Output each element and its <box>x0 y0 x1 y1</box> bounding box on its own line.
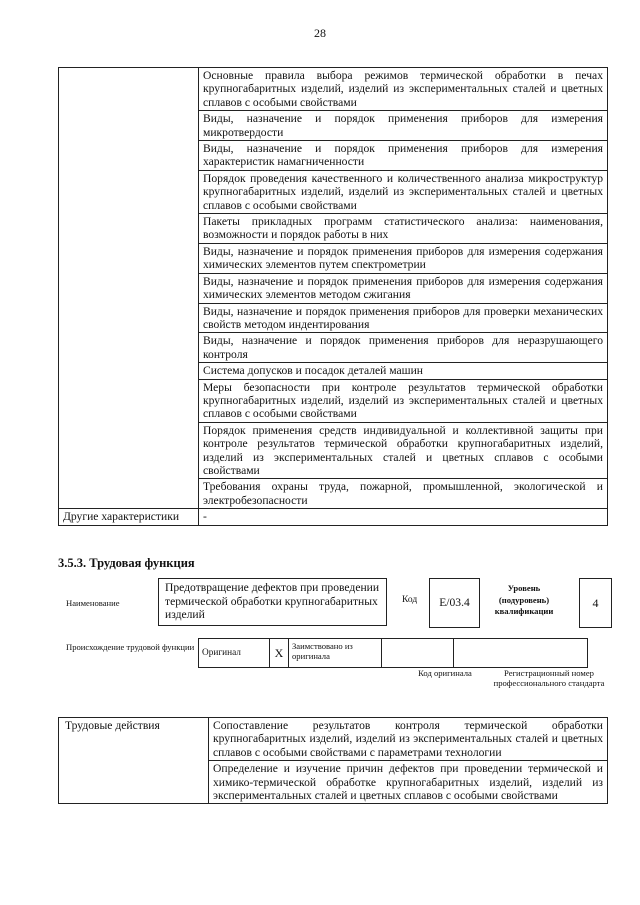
knowledge-label-cell <box>59 68 199 509</box>
knowledge-table <box>58 67 608 526</box>
registration-number-cell <box>454 639 588 668</box>
page-number: 28 <box>314 26 326 40</box>
level-value: 4 <box>579 578 612 628</box>
table-row: Виды, назначение и порядок применения приборов для измерения содержания химических элементов методом сжигания <box>199 273 608 303</box>
table-row: Виды, назначение и порядок применения приборов для измерения содержания химических элементов путем спектрометрии <box>199 243 608 273</box>
table-row: Основные правила выбора режимов термической обработки в печах крупногабаритных изделий, изделий из экспериментальных сталей и цветных сплавов с особыми свойствами <box>199 68 608 111</box>
table-row: Определение и изучение причин дефектов при проведении термической и химико-термической обработке крупногабаритных изделий, изделий из экспериментальных сталей и цветных сплавов с особыми свойствами <box>209 761 608 804</box>
function-code-value: E/03.4 <box>429 578 480 628</box>
name-label: Наименование <box>66 598 120 608</box>
table-row: Меры безопасности при контроле результатов термической обработки крупногабаритных изделий, изделий из экспериментальных сталей и цветных сплавов с особыми свойствами <box>199 379 608 422</box>
table-row: Виды, назначение и порядок применения приборов для измерения микротвердости <box>199 111 608 141</box>
original-code-caption: Код оригинала <box>418 668 472 678</box>
registration-caption: Регистрационный номер профессионального стандарта <box>493 668 605 688</box>
code-label: Код <box>402 595 418 605</box>
level-label: Уровень (подуровень) квалификации <box>494 583 554 616</box>
table-row: Пакеты прикладных программ статистического анализа: наименования, возможности и порядок работы в них <box>199 214 608 244</box>
origin-table <box>198 638 588 668</box>
table-row: Порядок проведения качественного и количественного анализа микроструктур крупногабаритных изделий, изделий из экспериментальных сталей и цветных сплавов с особыми свойствами <box>199 170 608 213</box>
original-code-cell <box>382 639 454 668</box>
original-mark: X <box>270 639 289 668</box>
table-row: Сопоставление результатов контроля термической обработки крупногабаритных изделий, изделий из экспериментальных сталей и цветных сплавов с особыми свойствами с параметрами технологии <box>209 718 608 761</box>
actions-label: Трудовые действия <box>59 718 209 804</box>
table-row: Виды, назначение и порядок применения приборов для проверки механических свойств методом индентирования <box>199 303 608 333</box>
table-row: Порядок применения средств индивидуальной и коллективной защиты при контроле результатов термической обработки крупногабаритных изделий, изделий из экспериментальных сталей и цветных сплавов с особыми свойствами <box>199 422 608 479</box>
other-characteristics-label: Другие характеристики <box>59 509 199 525</box>
actions-table <box>58 717 608 804</box>
table-row: Виды, назначение и порядок применения приборов для измерения характеристик намагниченности <box>199 141 608 171</box>
other-characteristics-value: - <box>199 509 608 525</box>
table-row: Виды, назначение и порядок применения приборов для неразрушающего контроля <box>199 333 608 363</box>
origin-label: Происхождение трудовой функции <box>66 642 195 652</box>
table-row: Требования охраны труда, пожарной, промышленной, экологической и электробезопасности <box>199 479 608 509</box>
borrowed-cell: Заимствовано из оригинала <box>289 639 382 668</box>
function-name-value: Предотвращение дефектов при проведении термической обработки крупногабаритных изделий <box>158 578 387 626</box>
original-cell: Оригинал <box>199 639 270 668</box>
section-title: 3.5.3. Трудовая функция <box>58 556 195 570</box>
table-row: Система допусков и посадок деталей машин <box>199 363 608 379</box>
